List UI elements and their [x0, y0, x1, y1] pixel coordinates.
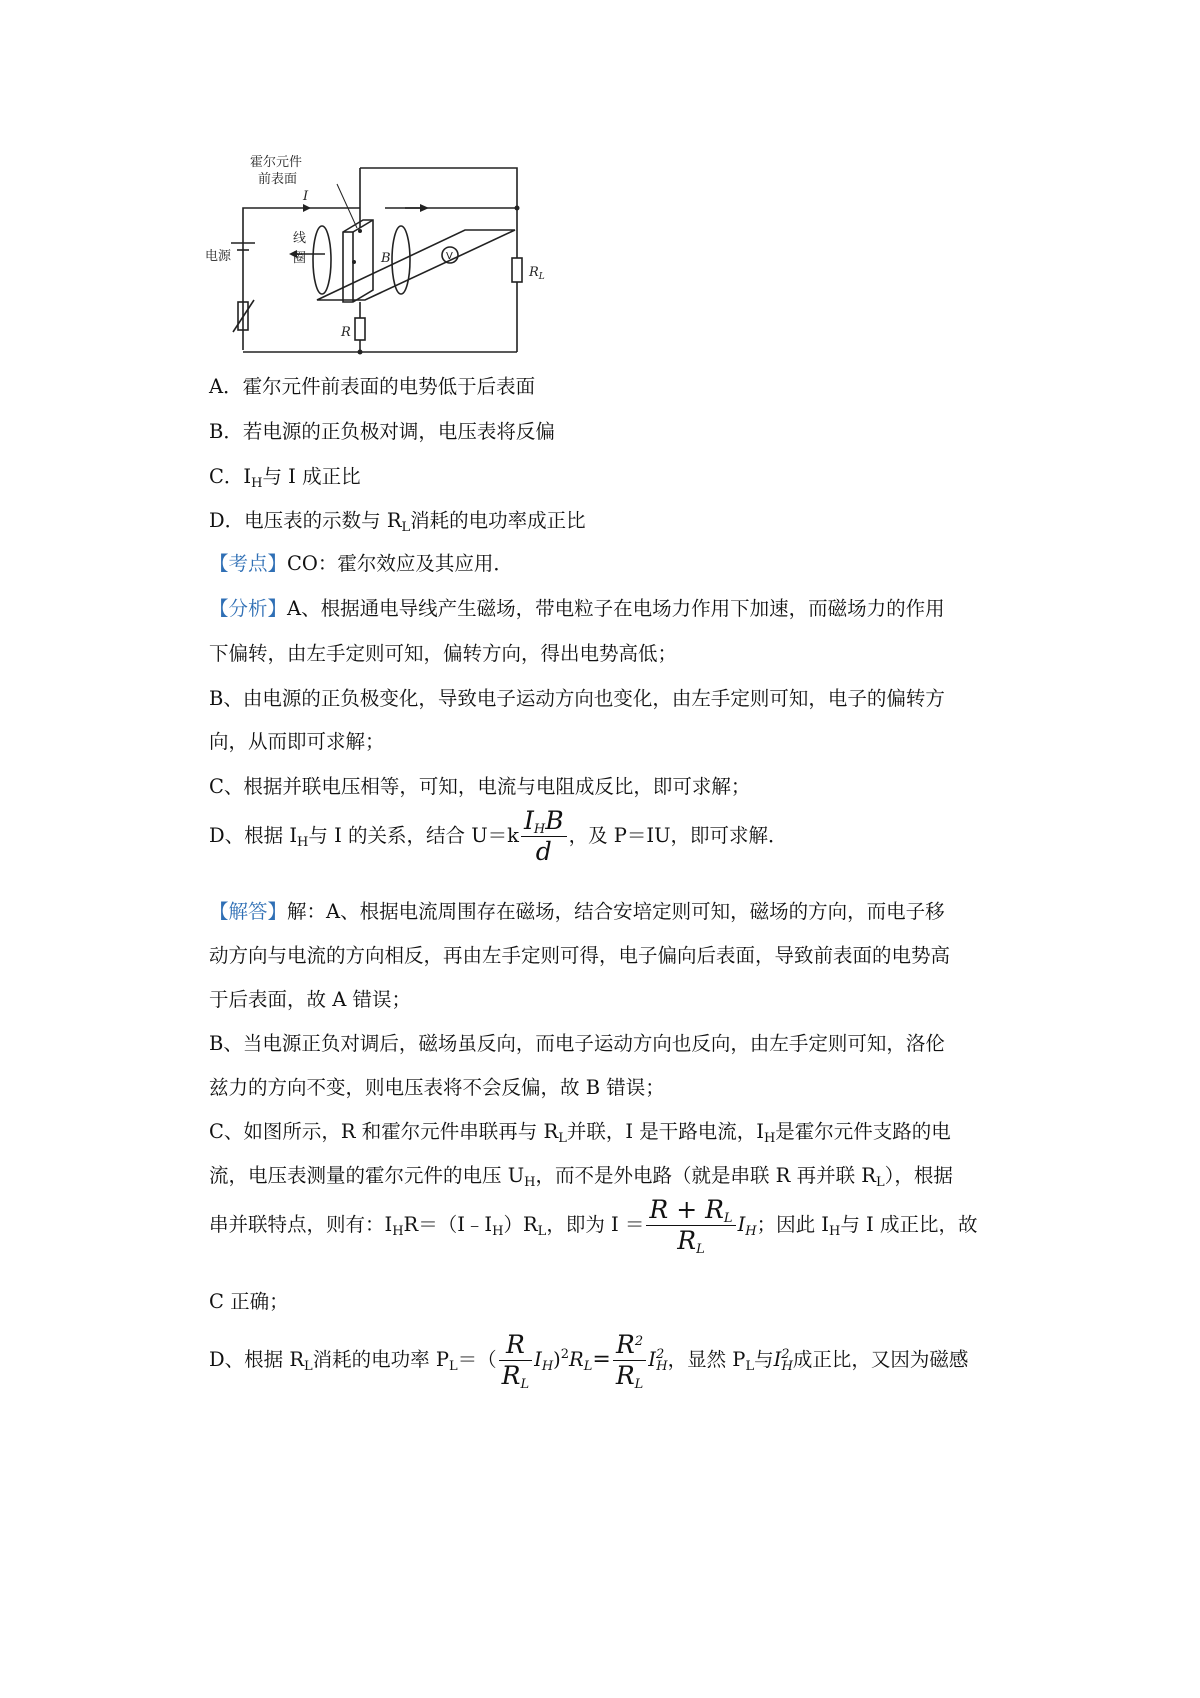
jieda-line-4: B、当电源正负对调后，磁场虽反向，而电子运动方向也反向，由左手定则可知，洛伦 — [209, 1032, 945, 1055]
kaodian-tag: 【考点】 — [209, 552, 288, 575]
label-hall-2: 前表面 — [258, 172, 298, 187]
fenxi-line-5: C、根据并联电压相等，可知，电流与电阻成反比，即可求解； — [209, 775, 751, 798]
wire-top-loop — [360, 168, 517, 207]
jieda-line-2: 动方向与电流的方向相反，再由左手定则可得，电子偏向后表面，导致前表面的电势高 — [209, 944, 951, 967]
resistor-r — [355, 318, 365, 340]
jieda-line-9: C 正确； — [209, 1290, 289, 1313]
fenxi-tag: 【分析】 — [209, 597, 288, 620]
fenxi-line-2: 下偏转，由左手定则可知，偏转方向，得出电势高低； — [209, 642, 678, 665]
kaodian-line: 【考点】CO：霍尔效应及其应用． — [209, 552, 513, 575]
label-coil-2: 圈 — [293, 251, 307, 266]
arrow-head-current — [303, 204, 311, 212]
circuit-diagram — [205, 150, 605, 395]
voltmeter-plane — [317, 230, 515, 300]
option-d: D．电压表的示数与 $R_L$消耗的电功率成正比 — [209, 509, 586, 535]
jieda-line-7: 流，电压表测量的霍尔元件的电压 $U_H$，而不是外电路（就是串联 R 再并联 $R_L$），根据 — [209, 1164, 953, 1190]
formula-ihb-over-d: $\frac{I_HB}{d}$ — [521, 806, 567, 867]
label-r: R — [341, 325, 351, 340]
jieda-line-6: C、如图所示，R 和霍尔元件串联再与 $R_L$并联，I 是干路电流，$I_H$是霍尔元件支路的电 — [209, 1120, 951, 1146]
jieda-tag: 【解答】 — [209, 900, 288, 923]
option-b: B．若电源的正负极对调，电压表将反偏 — [209, 420, 555, 443]
jieda-line-5: 兹力的方向不变，则电压表将不会反偏，故 B 错误； — [209, 1076, 665, 1099]
label-voltmeter: V — [446, 251, 453, 262]
coil-left — [313, 226, 331, 294]
jieda-line-10: D、根据 $R_L$消耗的电功率 $P_L=$（ $\frac{R}{R_L}$ $I_H)^2R_L=$ $\frac{R^2}{R_L}$ $I^2_H$，显然 $P_L$与$I^2_H$成正比，又因为磁感 — [209, 1330, 969, 1392]
option-a: A．霍尔元件前表面的电势低于后表面 — [209, 375, 536, 398]
jieda-line-1: 【解答】解：A、根据电流周围存在磁场，结合安培定则可知，磁场的方向，而电子移 — [209, 900, 945, 923]
label-current: I — [303, 189, 309, 204]
option-c: C．$I_H$与 I 成正比 — [209, 465, 361, 491]
arrow-head-right — [420, 204, 429, 212]
fenxi-line-6: D、根据 $I_H$与 I 的关系，结合 U＝k $\frac{I_HB}{d}$ ，及 P＝IU，即可求解． — [209, 806, 788, 866]
fenxi-line-3: B、由电源的正负极变化，导致电子运动方向也变化，由左手定则可知，电子的偏转方 — [209, 687, 945, 710]
label-source: 电源 — [205, 249, 232, 264]
formula-r-plus-rl-over-rl: $\frac{R + R_L}{R_L}$ — [646, 1195, 735, 1256]
fenxi-line-1: 【分析】A、根据通电导线产生磁场，带电粒子在电场力作用下加速，而磁场力的作用 — [209, 597, 945, 620]
label-hall-1: 霍尔元件 — [250, 155, 303, 170]
formula-r2-over-rl: $\frac{R^2}{R_L}$ — [613, 1330, 646, 1391]
label-b: B — [381, 251, 391, 266]
jieda-line-3: 于后表面，故 A 错误； — [209, 988, 411, 1011]
resistor-rl — [512, 258, 522, 282]
formula-r-over-rl: $\frac{R}{R_L}$ — [499, 1330, 532, 1391]
label-coil-1: 线 — [293, 231, 307, 246]
jieda-line-8: 串并联特点，则有：$I_HR=(I﹣I_H)R_L$，即为 I ＝ $\frac{R + R_L}{R_L}$ $I_H$；因此 $I_H$与 I 成正比，故 — [209, 1195, 978, 1257]
hall-effect-circuit-figure — [205, 150, 605, 395]
fenxi-line-4: 向，从而即可求解； — [209, 730, 385, 753]
label-rl: $R_L$ — [529, 265, 545, 282]
